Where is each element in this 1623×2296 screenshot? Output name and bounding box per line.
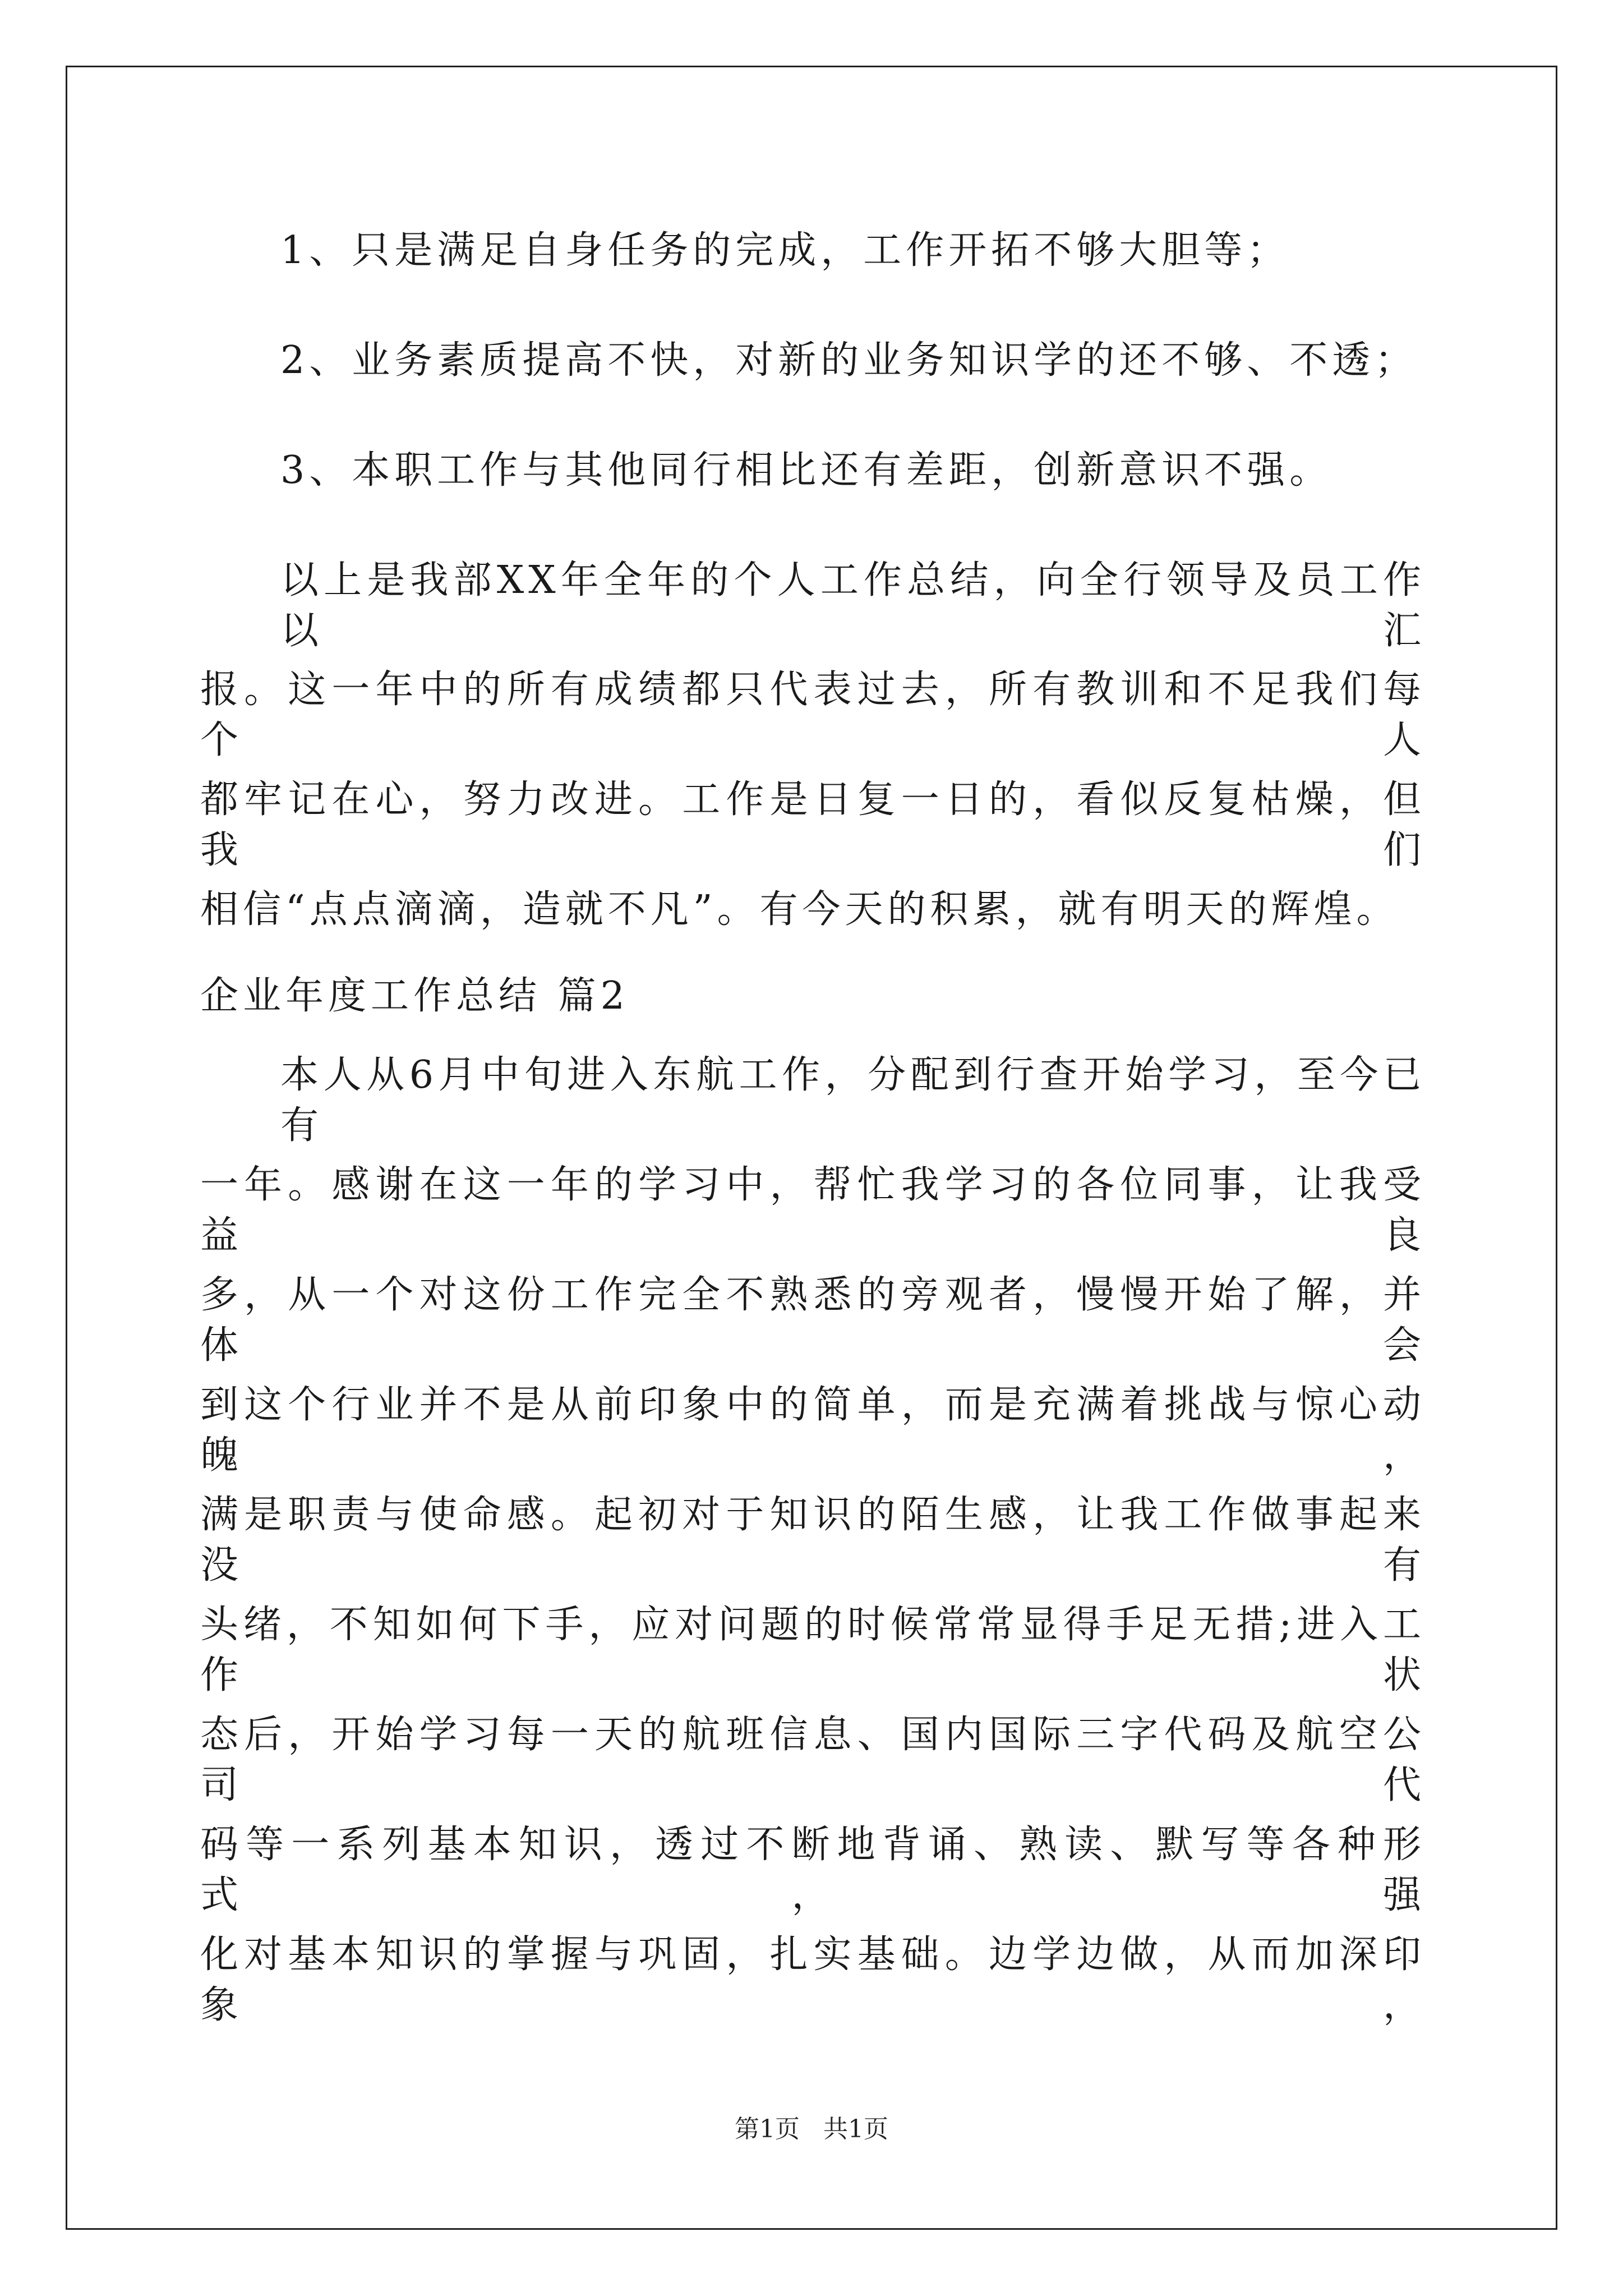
paragraph-line: 化对基本知识的掌握与巩固，扎实基础。边学边做，从而加深印象， xyxy=(200,1932,1426,2027)
list-item-2: 2、业务素质提高不快，对新的业务知识学的还不够、不透； xyxy=(280,338,1418,383)
paragraph-line: 头绪，不知如何下手，应对问题的时候常常显得手足无措;进入工作状 xyxy=(200,1603,1426,1697)
paragraph-line: 相信“点点滴滴，造就不凡”。有今天的积累，就有明天的辉煌。 xyxy=(200,887,1399,932)
paragraph-line: 报。这一年中的所有成绩都只代表过去，所有教训和不足我们每个人 xyxy=(200,668,1426,762)
paragraph-line: 到这个行业并不是从前印象中的简单，而是充满着挑战与惊心动魄， xyxy=(200,1383,1426,1478)
paragraph-line: 态后，开始学习每一天的航班信息、国内国际三字代码及航空公司代 xyxy=(200,1713,1426,1807)
paragraph-line: 以上是我部XX年全年的个人工作总结，向全行领导及员工作以汇 xyxy=(280,558,1426,653)
paragraph-line: 码等一系列基本知识，透过不断地背诵、熟读、默写等各种形式，强 xyxy=(200,1823,1426,1917)
paragraph-line: 一年。感谢在这一年的学习中，帮忙我学习的各位同事，让我受益良 xyxy=(200,1163,1426,1258)
paragraph-line: 多，从一个对这份工作完全不熟悉的旁观者，慢慢开始了解，并体会 xyxy=(200,1273,1426,1368)
section-heading: 企业年度工作总结 篇2 xyxy=(200,974,629,1018)
page-number-footer: 第1页 共1页 xyxy=(735,2115,888,2143)
paragraph-line: 本人从6月中旬进入东航工作，分配到行查开始学习，至今已有 xyxy=(280,1053,1426,1148)
list-item-3: 3、本职工作与其他同行相比还有差距，创新意识不强。 xyxy=(280,448,1332,493)
paragraph-line: 都牢记在心，努力改进。工作是日复一日的，看似反复枯燥，但我们 xyxy=(200,777,1426,872)
paragraph-line: 满是职责与使命感。起初对于知识的陌生感，让我工作做事起来没有 xyxy=(200,1493,1426,1588)
list-item-1: 1、只是满足自身任务的完成，工作开拓不够大胆等； xyxy=(280,228,1290,273)
